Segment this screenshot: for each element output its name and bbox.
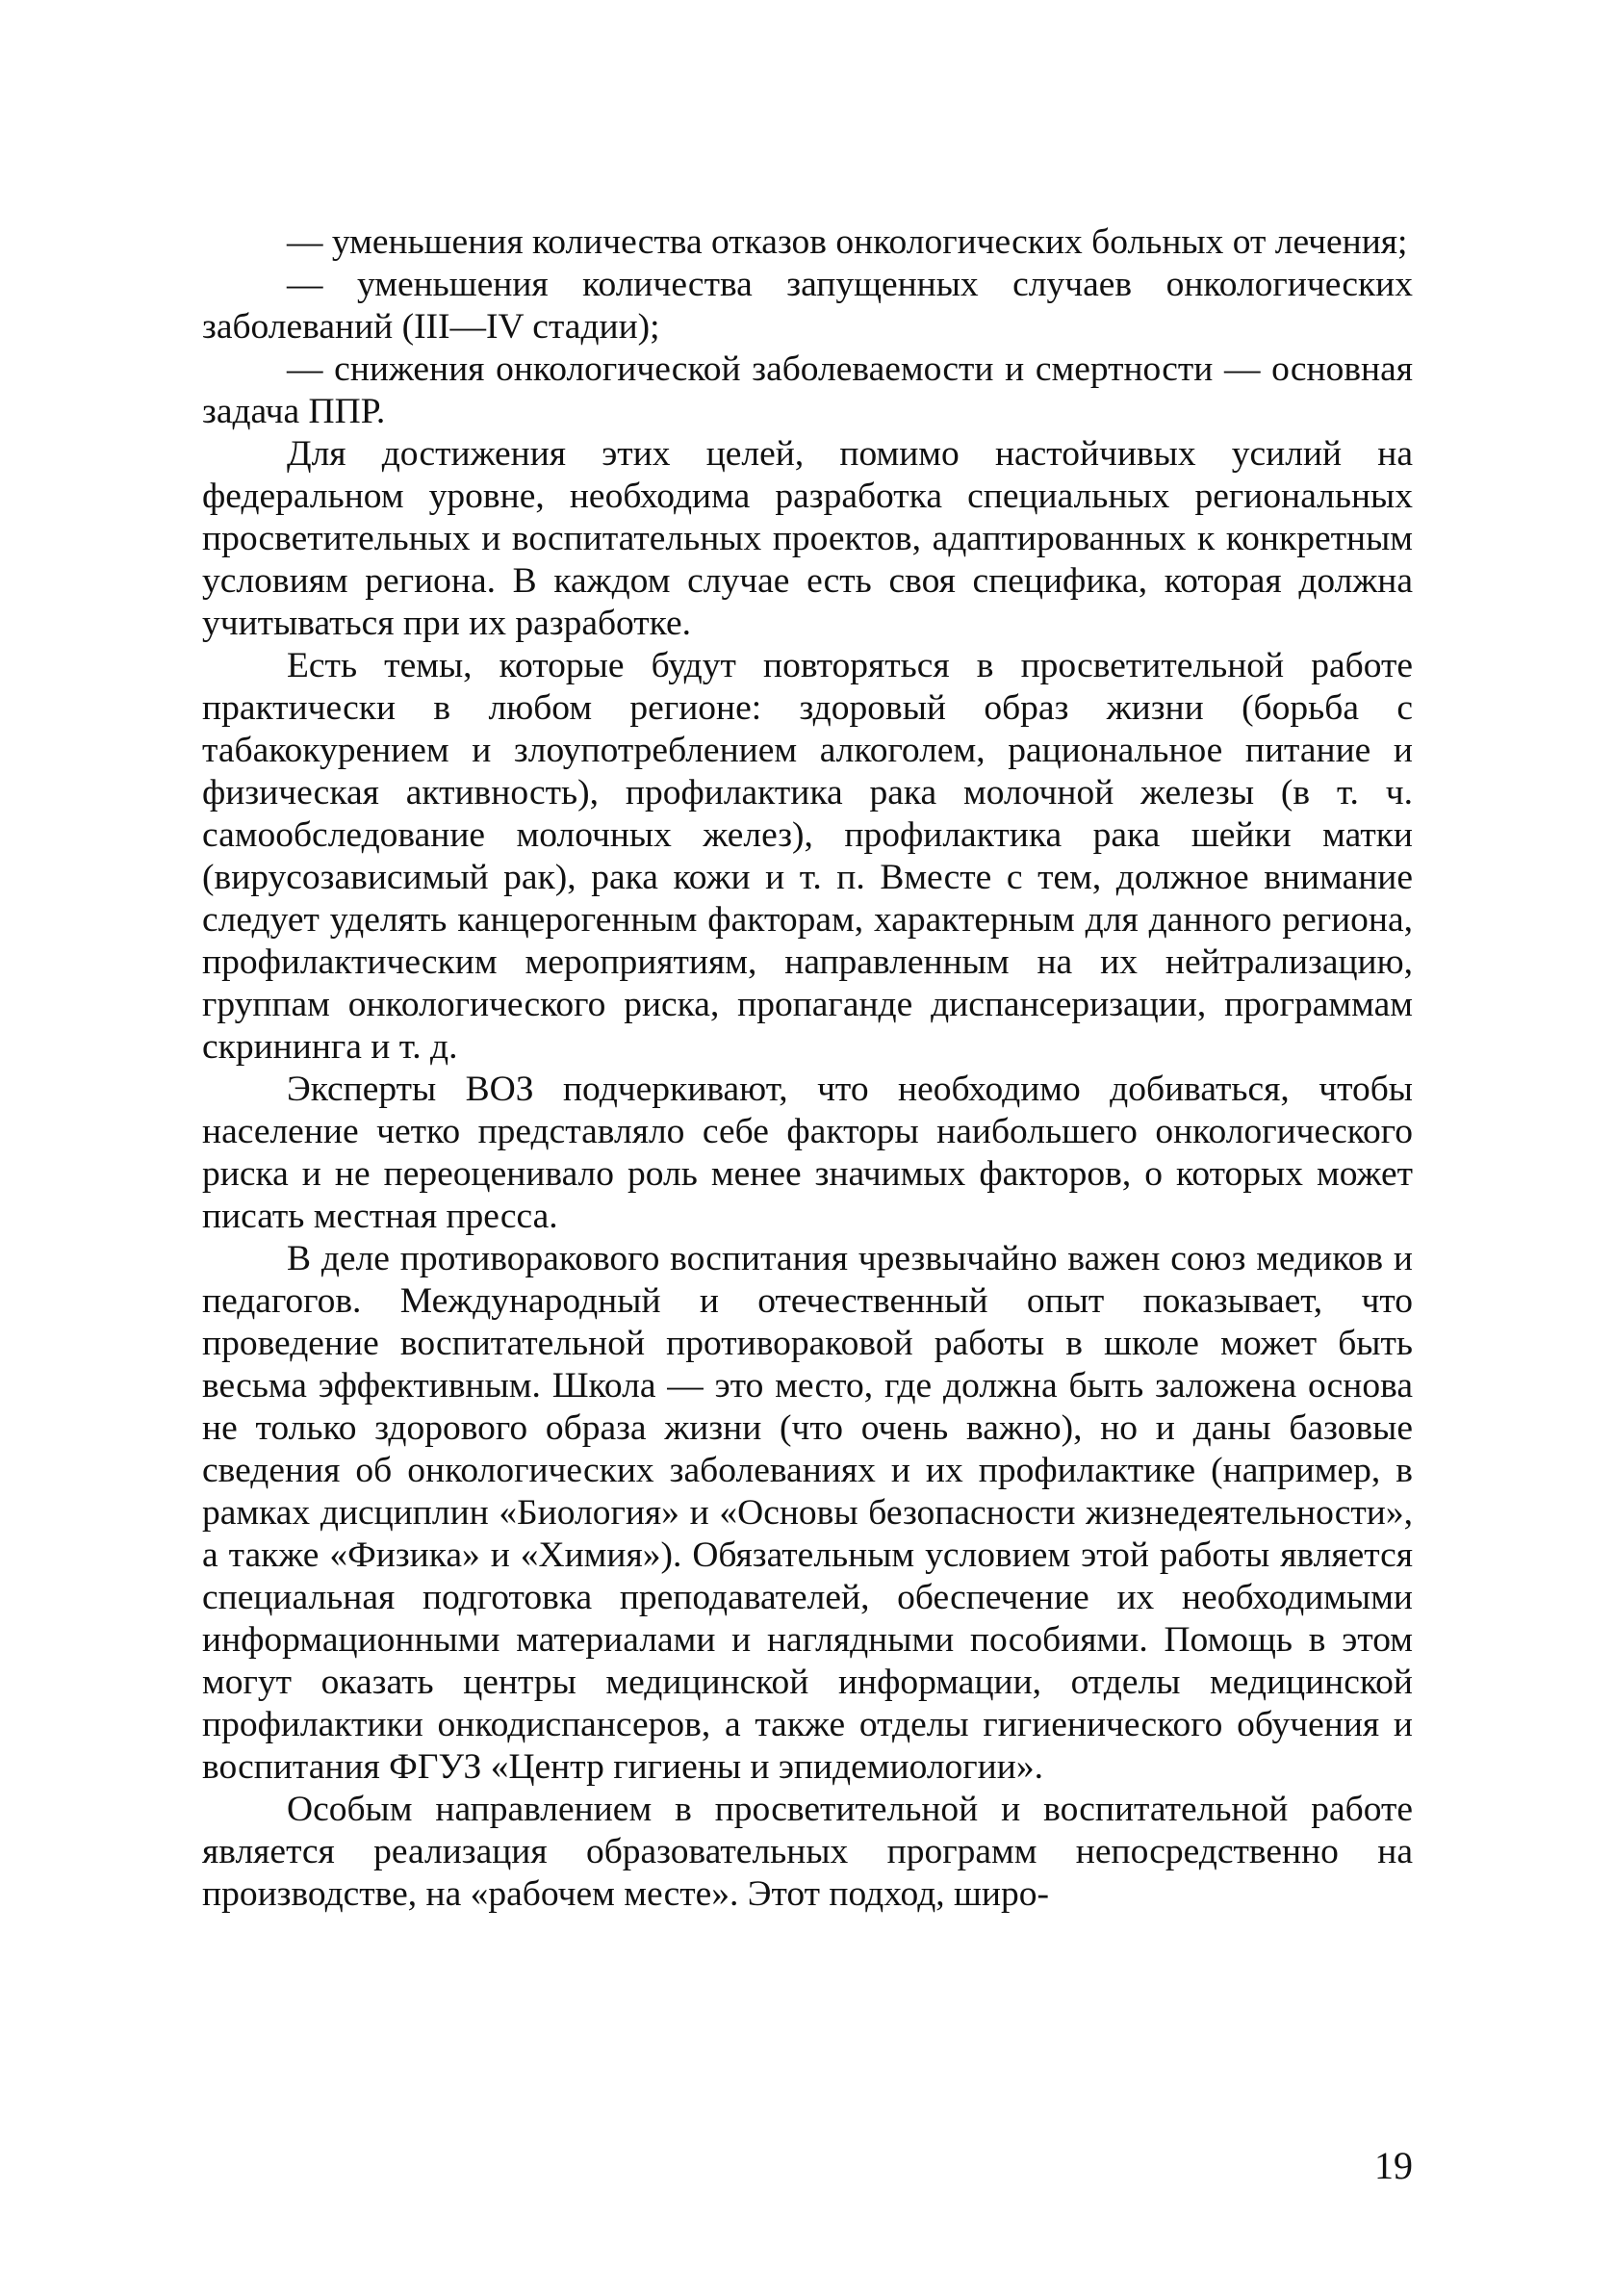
list-item-mortality: — снижения онкологической заболеваемости и смертности — основная задача ППР. xyxy=(202,349,1413,431)
paragraph-workplace: Особым направлением в просветительной и воспитательной работе является реализация образовательных программ непосредственно на производстве, на «рабочем месте». Этот подход, широ- xyxy=(202,1790,1413,1914)
paragraph-regional-projects: Для достижения этих целей, помимо настойчивых усилий на федеральном уровне, необходима разработка специальных региональных просветительных и воспитательных проектов, адаптированных к конкретным условиям региона. В каждом случае есть своя специфика, которая должна учитываться при их разработке. xyxy=(202,434,1413,643)
page-number: 19 xyxy=(1374,2144,1413,2187)
paragraph-topics: Есть темы, которые будут повторяться в просветительной работе практически в любом регионе: здоровый образ жизни (борьба с табакокурением и злоупотреблением алкоголем, рациональное питание и физическая активность), профилактика рака молочной железы (в т. ч. самообследование молочных желез), профилактика рака шейки матки (вирусозависимый рак), рака кожи и т. п. Вместе с тем, должное внимание следует уделять канцерогенным факторам, характерным для данного региона, профилактическим мероприятиям, направленным на их нейтрализацию, группам онкологического риска, пропаганде диспансеризации, программам скрининга и т. д. xyxy=(202,646,1413,1067)
list-item-advanced-cases: — уменьшения количества запущенных случаев онкологических заболеваний (III—IV стадии); xyxy=(202,265,1413,347)
paragraph-who-experts: Эксперты ВОЗ подчеркивают, что необходимо добиваться, чтобы население четко представляло себе факторы наибольшего онкологического риска и не переоценивало роль менее значимых факторов, о которых может писать местная пресса. xyxy=(202,1070,1413,1236)
text-column xyxy=(202,221,1413,1916)
paragraph-school-education: В деле противоракового воспитания чрезвычайно важен союз медиков и педагогов. Международный и отечественный опыт показывает, что проведение воспитательной противораковой работы в школе может быть весьма эффективным. Школа — это место, где должна быть заложена основа не только здорового образа жизни (что очень важно), но и даны базовые сведения об онкологических заболеваниях и их профилактике (например, в рамках дисциплин «Биология» и «Основы безопасности жизнедеятельности», а также «Физика» и «Химия»). Обязательным условием этой работы является специальная подготовка преподавателей, обеспечение их необходимыми информационными материалами и наглядными пособиями. Помощь в этом могут оказать центры медицинской информации, отделы медицинской профилактики онкодиспансеров, а также отделы гигиенического обучения и воспитания ФГУЗ «Центр гигиены и эпидемиологии». xyxy=(202,1239,1413,1787)
list-item-refusals: — уменьшения количества отказов онкологических больных от лечения; xyxy=(287,222,1408,262)
